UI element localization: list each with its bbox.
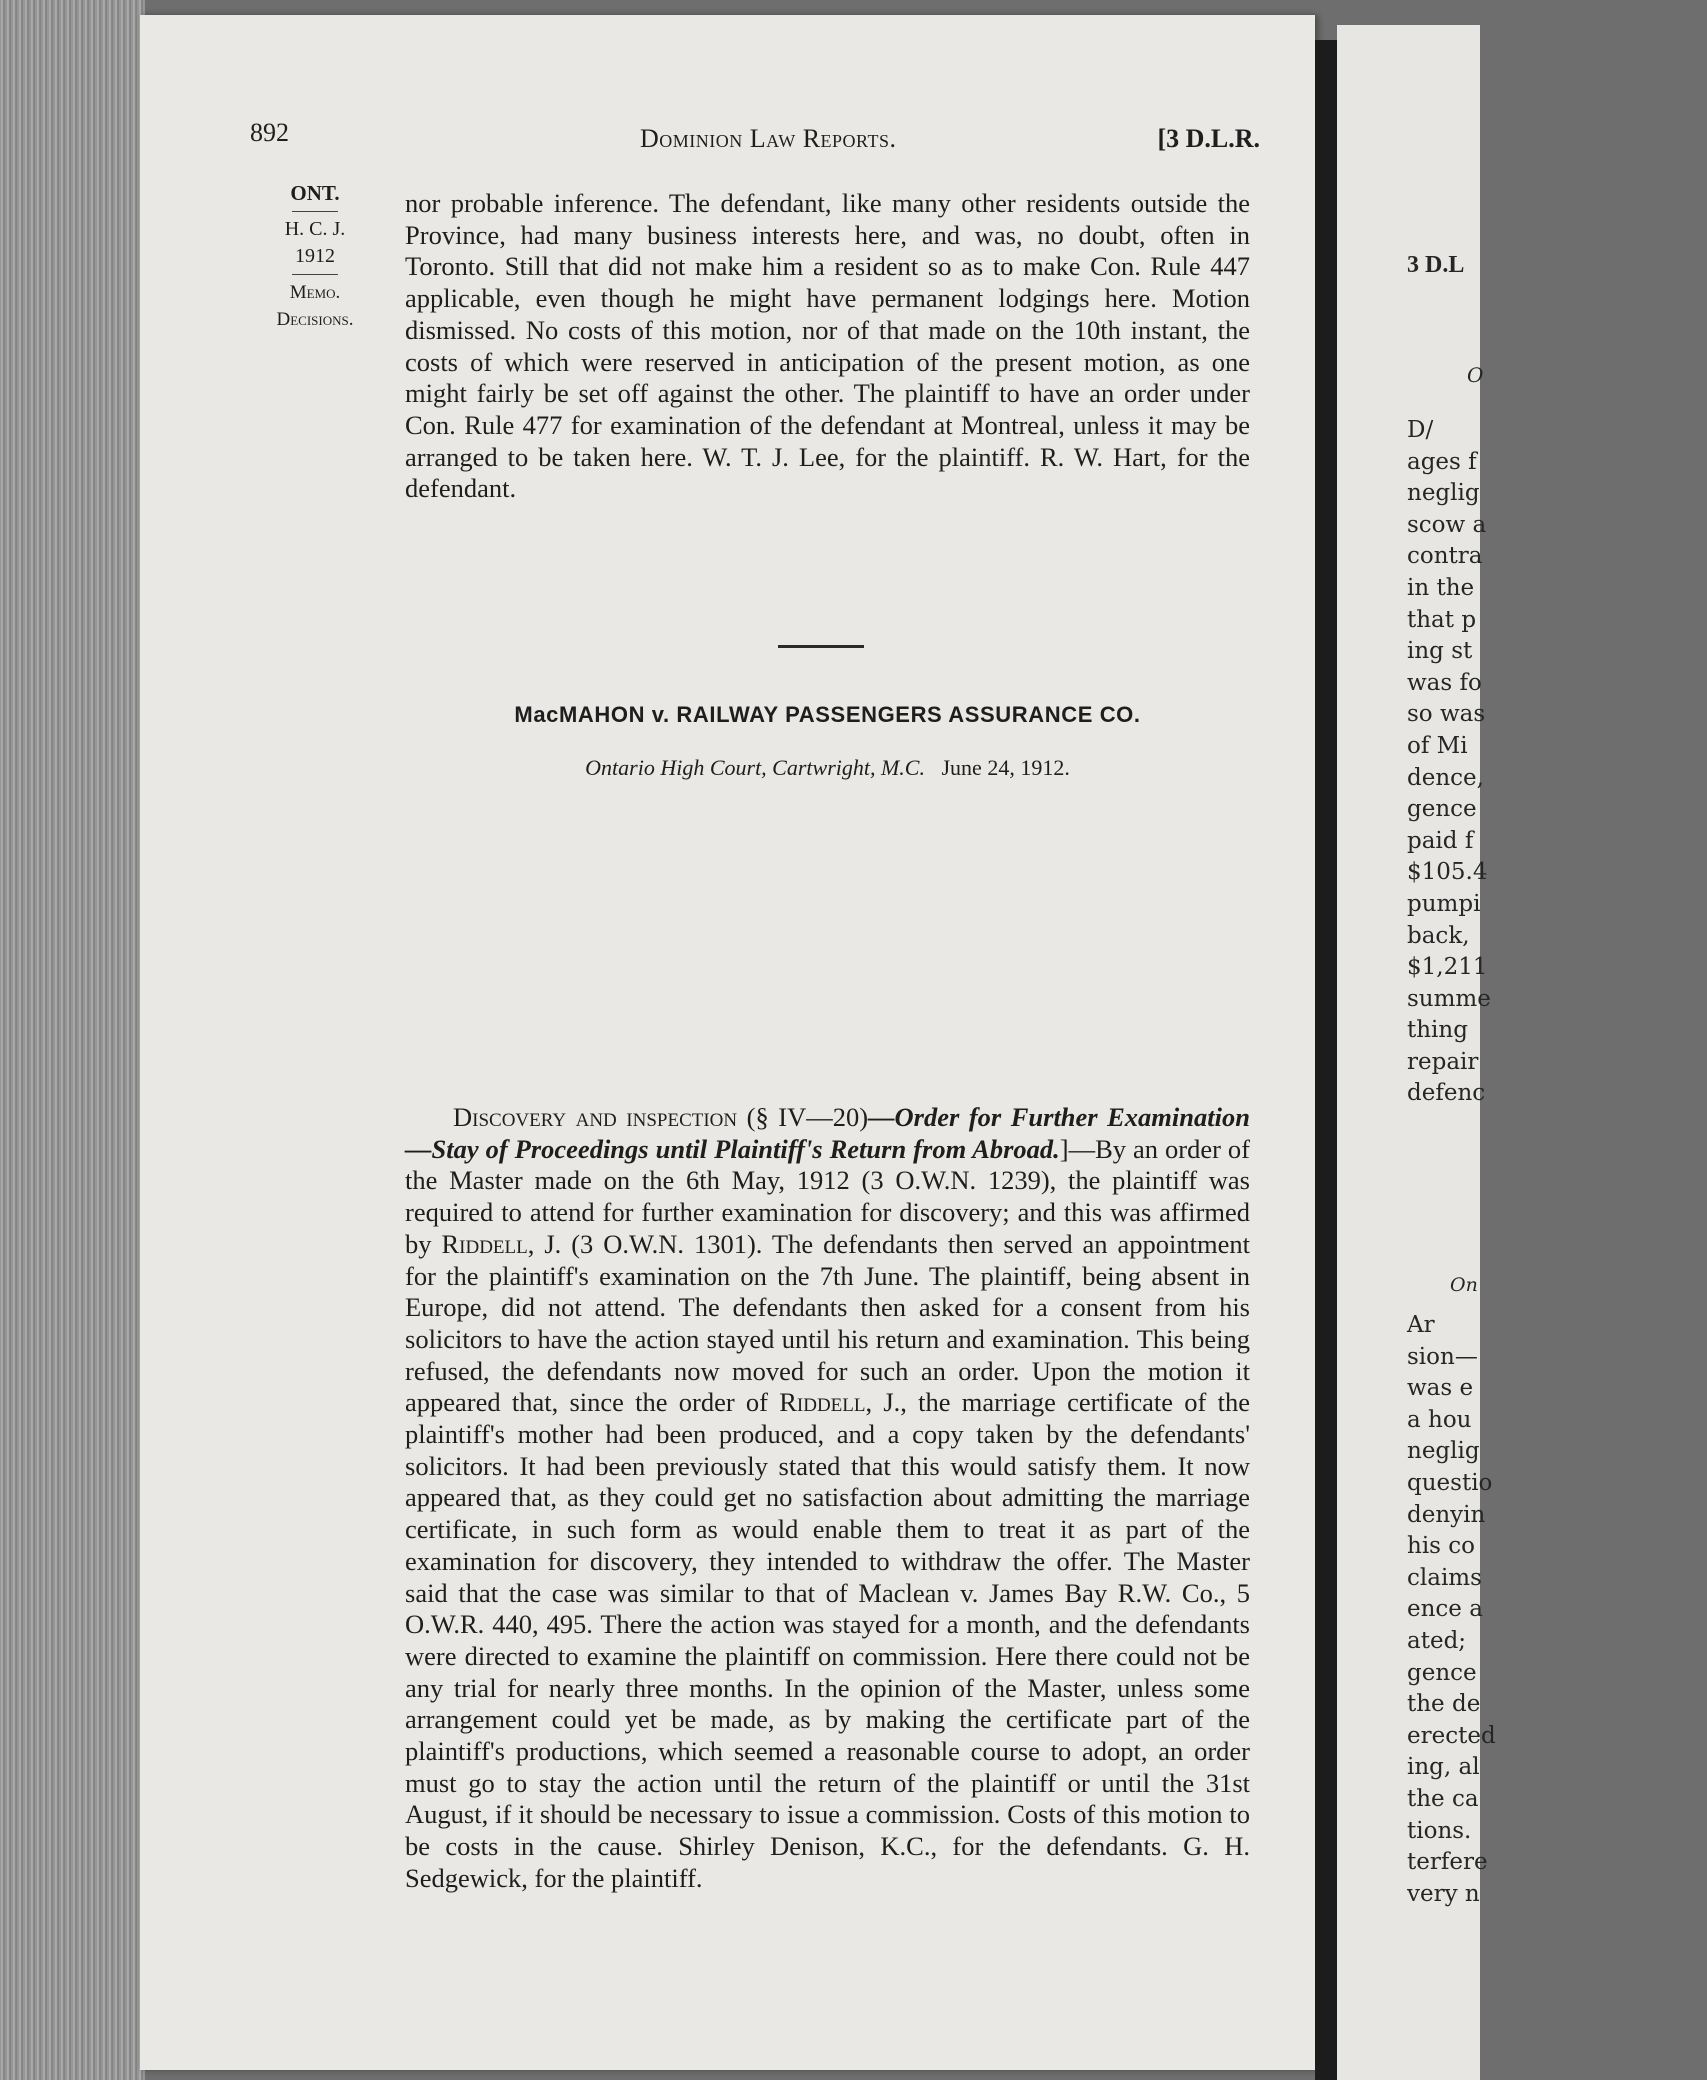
facing-line: denyin: [1407, 1501, 1486, 1528]
facing-line: tions.: [1407, 1817, 1472, 1844]
margin-section: Memo. Decisions.: [276, 282, 354, 330]
headnote-section-ref: (§ IV—20): [746, 1102, 869, 1132]
facing-line: scow a: [1407, 511, 1487, 538]
margin-year: 1912: [295, 245, 335, 267]
facing-line: $1,211: [1407, 954, 1488, 981]
facing-line: ing, al: [1407, 1754, 1480, 1781]
decision-date: June 24, 1912.: [941, 755, 1070, 780]
continuation-text: nor probable inference. The defendant, like many other residents outside the Province, had many business interests here, and was, no doubt, often in Toronto. Still that did not make him a resident so as to make Con. Rule 447 applicable, even though he might have permanent lodgings here. Motion dismissed. No costs of this motion, nor of that made on the 10th instant, the costs of which were reserved in anticipation of the present motion, as one might fairly be set off against the other. The plaintiff to have an order under Con. Rule 477 for examination of the defendant at Montreal, unless it may be arranged to be taken here. W. T. J. Lee, for the plaintiff. R. W. Hart, for the defendant.: [405, 188, 1250, 504]
book-page-edges: [0, 0, 145, 2080]
headnote-body-2: (3 O.W.N. 1301). The defendants then served an appointment for the plaintiff's examination on the 7th June. The plaintiff, being absent in Europe, did not attend. The defendants then asked for a consent from his solicitors to have the action stayed until his return and examination. This being refused, the defendants now moved for such an order. Upon the motion it appeared that, since the order of: [405, 1228, 1250, 1418]
facing-line: gence: [1407, 796, 1477, 823]
facing-line: Ar: [1407, 1312, 1435, 1338]
facing-line: the ca: [1407, 1785, 1479, 1812]
case-title: MacMAHON v. RAILWAY PASSENGERS ASSURANCE CO.: [514, 702, 1141, 727]
headnote-topic: Discovery and inspection: [453, 1102, 738, 1132]
facing-line: ages f: [1407, 448, 1477, 475]
facing-line: terfere: [1407, 1849, 1488, 1876]
margin-province: ONT.: [290, 181, 340, 205]
volume-label: [3 D.L.R.: [1157, 124, 1260, 153]
facing-line: claims: [1407, 1564, 1482, 1591]
facing-italic-line: O: [1467, 363, 1484, 387]
judge-name: Riddell, J.: [441, 1228, 562, 1259]
margin-note: [255, 180, 375, 333]
facing-line: paid f: [1407, 827, 1474, 854]
facing-line: neglig: [1407, 1438, 1480, 1465]
facing-line: gence: [1407, 1659, 1477, 1686]
page-number: 892: [250, 118, 289, 147]
section-divider: [778, 645, 864, 648]
facing-line: $105.4: [1407, 859, 1488, 886]
facing-line: that p: [1407, 606, 1477, 633]
facing-line: summe: [1407, 985, 1491, 1012]
facing-line: in the: [1407, 574, 1475, 601]
facing-line: ence a: [1407, 1596, 1483, 1623]
judge-name: Riddell, J.: [779, 1387, 901, 1418]
facing-line: sion—: [1407, 1343, 1478, 1370]
running-head: [250, 118, 1260, 154]
court-line: [405, 755, 1250, 781]
court-name: Ontario High Court, Cartwright, M.C.: [585, 755, 925, 780]
book-gutter: [1315, 40, 1337, 2080]
facing-line: back,: [1407, 922, 1470, 949]
facing-line: questio: [1407, 1469, 1493, 1496]
facing-line: ing st: [1407, 638, 1473, 665]
headnote-body-1: ]—By an order of the Master made on the 6th May, 1912 (3 O.W.N. 1239), the plaintiff was required to attend for further examination for discovery; and this was affirmed by: [405, 1133, 1251, 1259]
facing-line: thing: [1407, 1017, 1468, 1044]
facing-line: defenc: [1407, 1080, 1486, 1107]
facing-line: contra: [1407, 543, 1483, 570]
facing-column-2: [1407, 1310, 1707, 1910]
facing-line: was fo: [1407, 669, 1482, 696]
facing-line: erected: [1407, 1722, 1496, 1749]
headnote-text: [405, 1102, 1250, 1895]
margin-rule: [292, 211, 338, 212]
facing-line: D/: [1407, 417, 1434, 443]
facing-line: of Mi: [1407, 732, 1468, 759]
facing-line: his co: [1407, 1533, 1476, 1560]
facing-line: the de: [1407, 1691, 1481, 1718]
facing-line: a hou: [1407, 1406, 1472, 1433]
facing-line: pumpi: [1407, 890, 1481, 917]
journal-title: Dominion Law Reports.: [640, 124, 897, 153]
facing-page: [1337, 25, 1496, 2080]
headnote-body-3: , the marriage certificate of the plaintiff's mother had been produced, and a copy taken by the defendants' solicitors. It had been previously stated that this would satisfy them. It now appeared that, as they could get no satisfaction about admitting the marriage certificate, in such form as would enable them to treat it as part of the examination for discovery, they intended to withdraw the offer. The Master said that the case was similar to that of Maclean v. James Bay R.W. Co., 5 O.W.R. 440, 495. There the action was stayed for a month, and the defendants were directed to examine the plaintiff on commission. Here there could not be any trial for nearly three months. In the opinion of the Master, unless some arrangement could yet be made, as by making the certificate part of the plaintiff's productions, which seemed a reasonable course to adopt, an order must go to stay the action until the return of the plaintiff or until the 31st August, if it should be necessary to issue a commission. Costs of this motion to be costs in the cause. Shirley Denison, K.C., for the defendants. G. H. Sedgewick, for the plaintiff.: [405, 1387, 1250, 1893]
headnote-catchwords: —Order for Further Examination—Stay of Proceedings until Plaintiff's Return from Abroad.: [405, 1102, 1250, 1164]
facing-line: so was: [1407, 701, 1486, 728]
facing-running-head: 3 D.L: [1407, 252, 1465, 278]
facing-line: dence,: [1407, 764, 1484, 791]
facing-line: was e: [1407, 1375, 1474, 1402]
headnote-paragraph: [405, 1102, 1250, 1895]
facing-column-1: [1407, 415, 1707, 1110]
facing-line: ated;: [1407, 1627, 1467, 1654]
facing-line: very n: [1407, 1880, 1480, 1907]
facing-line: neglig: [1407, 480, 1480, 507]
margin-rule: [292, 274, 338, 275]
facing-italic-line: On: [1450, 1274, 1478, 1296]
continuation-paragraph: [405, 188, 1250, 505]
margin-court: H. C. J.: [284, 218, 346, 240]
facing-line: repair: [1407, 1048, 1479, 1075]
